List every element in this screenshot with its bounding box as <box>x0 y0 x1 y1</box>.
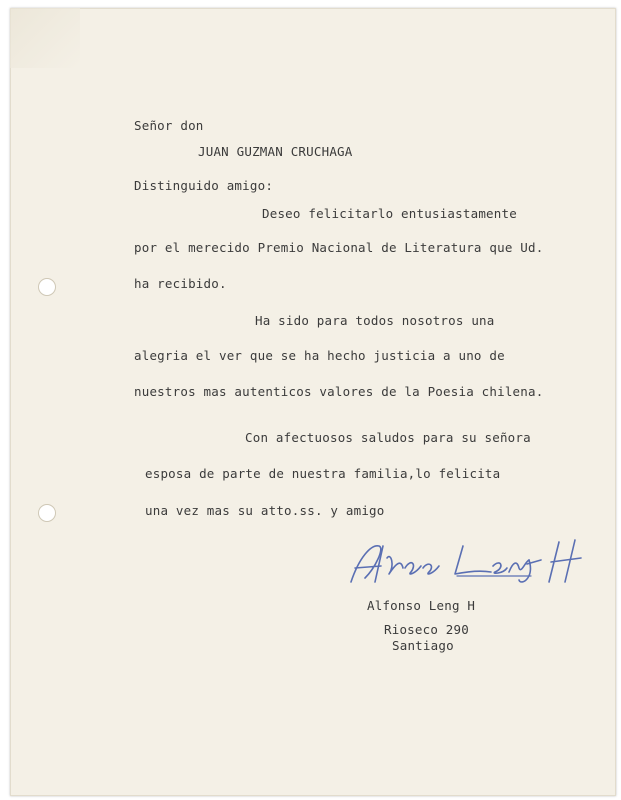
body-line: una vez mas su atto.ss. y amigo <box>145 503 385 518</box>
body-line: por el merecido Premio Nacional de Literatura que Ud. <box>134 240 544 255</box>
paper-fold-corner <box>10 8 80 68</box>
body-line: alegria el ver que se ha hecho justicia a uno de <box>134 348 505 363</box>
signer-name: Alfonso Leng H <box>367 598 476 613</box>
greeting: Distinguido amigo: <box>134 178 274 193</box>
handwritten-signature <box>345 538 595 588</box>
recipient-name: JUAN GUZMAN CRUCHAGA <box>198 144 353 159</box>
address-street: Rioseco 290 <box>384 622 469 637</box>
body-line: Deseo felicitarlo entusiastamente <box>262 206 517 221</box>
punch-hole-top <box>38 278 56 296</box>
body-line: ha recibido. <box>134 276 227 291</box>
address-city: Santiago <box>392 638 454 653</box>
letter-paper <box>10 8 616 796</box>
punch-hole-bottom <box>38 504 56 522</box>
body-line: Con afectuosos saludos para su señora <box>245 430 531 445</box>
body-line: Ha sido para todos nosotros una <box>255 313 495 328</box>
body-line: nuestros mas autenticos valores de la Poesia chilena. <box>134 384 544 399</box>
body-line: esposa de parte de nuestra familia,lo felicita <box>145 466 501 481</box>
salutation-line: Señor don <box>134 118 204 133</box>
